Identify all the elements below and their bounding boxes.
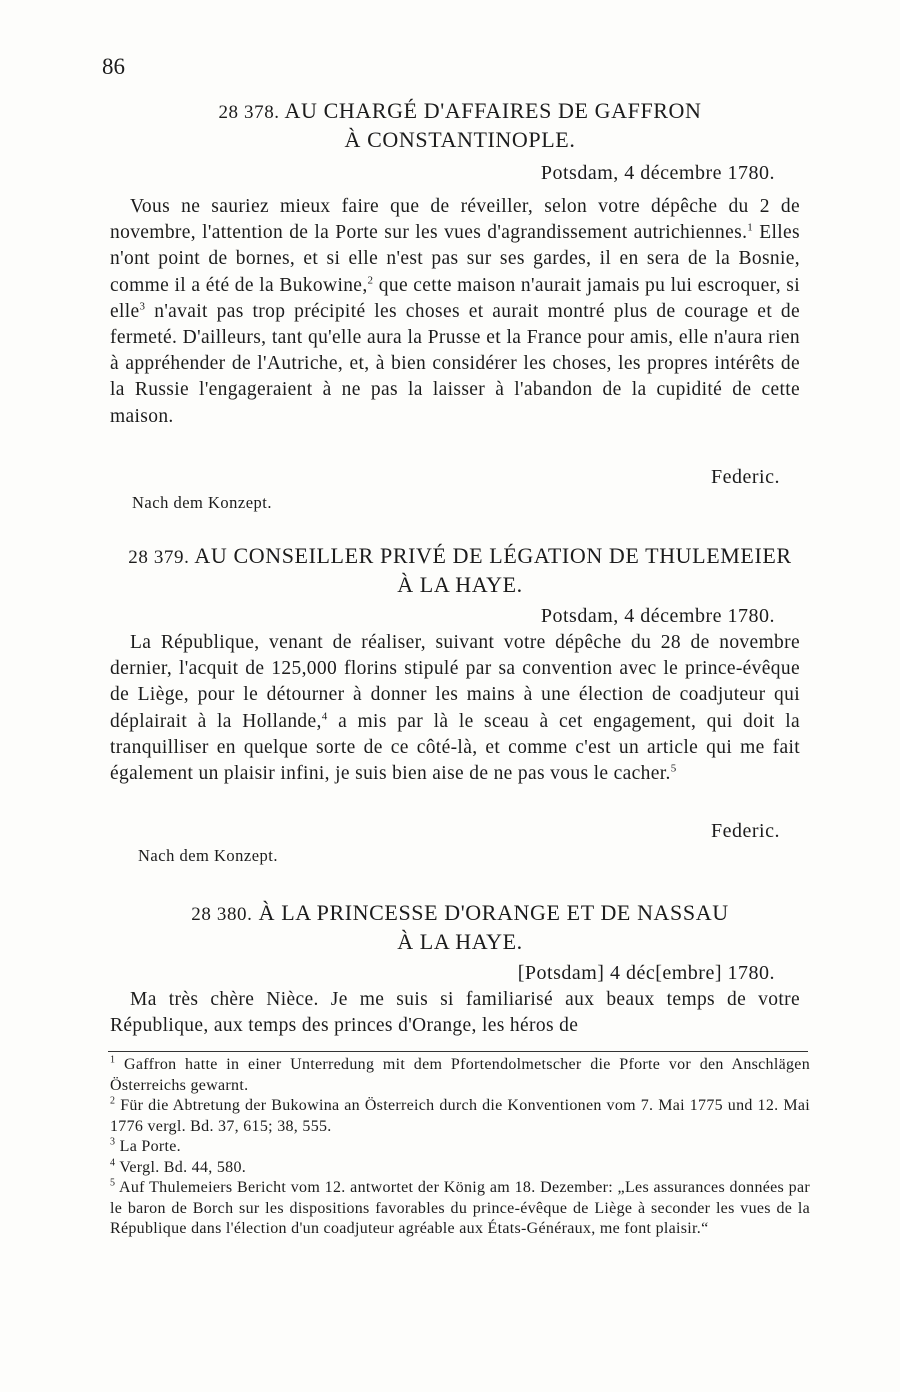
body-text-segment: n'avait pas trop précipité les choses et aurait montré plus de courage et de fermeté. D'ailleurs, tant qu'elle aura la Prusse et la France pour amis, elle n'aura rien à appréhender de l'Autriche, et, à bien considérer les choses, les propres intérêts de la Russie l'engageraient à ne pas la laisser à l'abandon de la cupidité de cette maison. [110, 300, 800, 427]
letter-signature: Federic. [711, 820, 780, 842]
footnote-text: Für die Abtretung der Bukowina an Österreich durch die Konventionen vom 7. Mai 1775 und 12. Mai 1776 vergl. Bd. 37, 615; 38, 555. [110, 1097, 810, 1135]
footnote-item [110, 1158, 810, 1179]
body-text-segment: La République, venant de réaliser, suivant votre dépêche du 28 de novembre dernier, l'acquit de 125,000 florins stipulé par sa convention avec le prince-évêque de Liège, pour le détourner à donner les mains à une élection de coadjuteur qui déplairait à la Hollande, [110, 632, 800, 732]
letter-body [110, 194, 800, 430]
source-note: Nach dem Konzept. [132, 493, 272, 512]
footnote-ref: 5 [670, 762, 677, 775]
footnote-marker: 2 [110, 1095, 116, 1107]
footnote-item [110, 1096, 810, 1137]
letter-dateline: Potsdam, 4 décembre 1780. [540, 605, 775, 627]
letter-recipient: AU CHARGÉ D'AFFAIRES DE GAFFRON [284, 98, 702, 123]
footnote-text: Auf Thulemeiers Bericht vom 12. antwortet der König am 18. Dezember: „Les assurances données par le baron de Borch sur les dispositions favorables du prince-évêque de Liège à seconder les vues de la République dans l'élection d'un coadjuteur agréable aux États-Généraux, me font plaisir.“ [110, 1179, 810, 1237]
footnote-ref: 4 [321, 710, 328, 723]
letter-heading [100, 97, 820, 153]
body-text-segment: que cette maison n'aurait jamais pu lui escroquer, si elle [110, 274, 800, 322]
footnote-item [110, 1055, 810, 1096]
letter-recipient: À LA PRINCESSE D'ORANGE ET DE NASSAU [258, 900, 729, 925]
footnote-item [110, 1137, 810, 1158]
footnote-marker: 4 [110, 1157, 116, 1169]
footnote-marker: 1 [110, 1054, 116, 1066]
footnote-divider [108, 1051, 808, 1052]
footnote-marker: 5 [110, 1177, 116, 1189]
footnote-marker: 3 [110, 1136, 116, 1148]
footnotes [110, 1055, 810, 1240]
letter-signature: Federic. [711, 466, 780, 488]
footnote-text: La Porte. [119, 1138, 181, 1155]
body-text-segment: a mis par là le sceau à cet engagement, qui doit la tranquilliser en quelque sorte de ce côté-là, et comme c'est un article qui me fait également un plaisir infini, je suis bien aise de ne pas vous le cacher. [110, 710, 800, 785]
letter-body [110, 630, 800, 787]
letter-dateline: Potsdam, 4 décembre 1780. [540, 162, 775, 184]
footnote-text: Gaffron hatte in einer Unterredung mit dem Pfortendolmetscher die Pforte vor den Anschlägen Österreichs gewarnt. [110, 1056, 810, 1094]
body-text-segment: Vous ne sauriez mieux faire que de réveiller, selon votre dépêche du 2 de novembre, l'attention de la Porte sur les vues d'agrandissement autrichiennes. [110, 196, 800, 244]
letter-recipient: AU CONSEILLER PRIVÉ DE LÉGATION DE THULEMEIER [194, 543, 792, 568]
footnote-ref: 1 [747, 221, 754, 234]
letter-body [110, 987, 800, 1039]
letter-heading [100, 542, 820, 598]
letter-location: À LA HAYE. [397, 572, 523, 597]
letter-number: 28 380. [191, 904, 253, 925]
letter-heading [100, 899, 820, 955]
source-note: Nach dem Konzept. [138, 846, 278, 865]
letter-number: 28 378. [218, 102, 280, 123]
body-text-segment: Elles n'ont point de bornes, et si elle n'est pas sur ses gardes, il en sera de la Bosnie, comme il a été de la Bukowine, [110, 222, 800, 296]
letter-location: À CONSTANTINOPLE. [344, 127, 576, 152]
footnote-ref: 3 [139, 300, 146, 313]
footnote-text: Vergl. Bd. 44, 580. [119, 1158, 247, 1176]
letter-location: À LA HAYE. [397, 929, 523, 954]
body-text-segment: Ma très chère Nièce. Je me suis si familiarisé aux beaux temps de votre République, aux temps des princes d'Orange, les héros de [110, 989, 800, 1037]
footnote-ref: 2 [367, 274, 374, 287]
letter-number: 28 379. [128, 547, 190, 568]
page-number: 86 [102, 54, 125, 79]
footnote-item [110, 1178, 810, 1240]
letter-dateline: [Potsdam] 4 déc[embre] 1780. [517, 962, 775, 984]
